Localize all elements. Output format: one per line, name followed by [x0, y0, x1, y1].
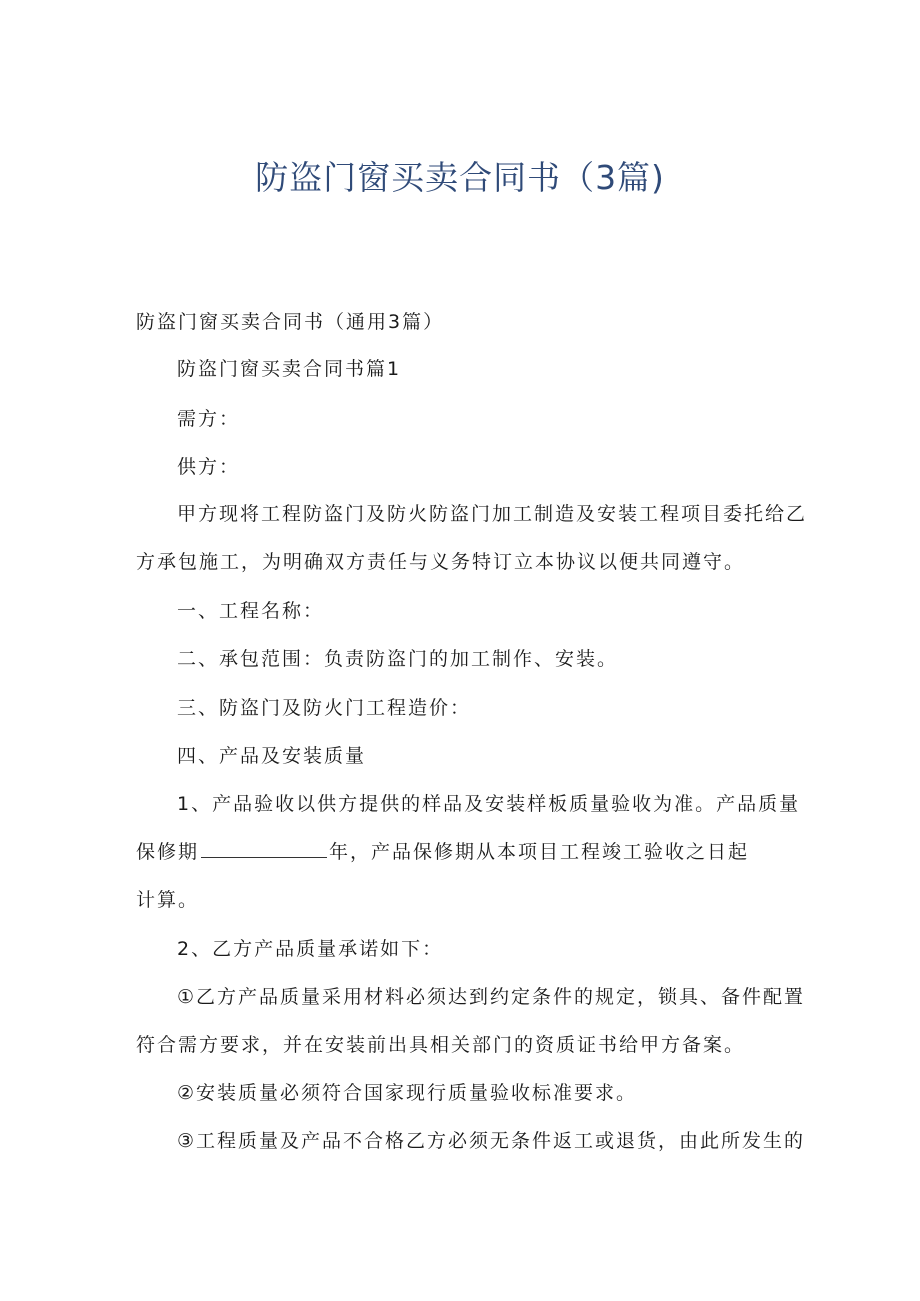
clause-scope: 二、承包范围：负责防盗门的加工制作、安装。 — [177, 648, 619, 670]
buyer-label: 需方： — [177, 408, 241, 430]
quality-item1-line1: 1、产品验收以供方提供的样品及安装样板质量验收为准。产品质量 — [177, 793, 801, 815]
clause-cost: 三、防盗门及防火门工程造价： — [177, 697, 472, 719]
intro-paragraph-line2: 方承包施工，为明确双方责任与义务特订立本协议以便共同遵守。 — [136, 551, 746, 573]
page-title: 防盗门窗买卖合同书（3篇) — [255, 158, 665, 197]
promise2: ②安装质量必须符合国家现行质量验收标准要求。 — [177, 1082, 638, 1104]
quality-item1-line3: 计算。 — [136, 889, 200, 911]
quality-item2: 2、乙方产品质量承诺如下： — [177, 938, 444, 960]
section-heading: 防盗门窗买卖合同书篇1 — [177, 358, 402, 380]
warranty-label: 保修期 — [136, 841, 200, 863]
clause-quality-heading: 四、产品及安装质量 — [177, 745, 367, 767]
clause-project-name: 一、工程名称： — [177, 600, 325, 622]
supplier-label: 供方： — [177, 456, 241, 478]
quality-item1-line2 — [136, 838, 749, 866]
warranty-text: 年，产品保修期从本项目工程竣工验收之日起 — [329, 841, 750, 863]
promise3: ③工程质量及产品不合格乙方必须无条件返工或退货，由此所发生的 — [177, 1130, 806, 1152]
warranty-years-blank — [201, 839, 327, 858]
promise1-line1: ①乙方产品质量采用材料必须达到约定条件的规定，锁具、备件配置 — [177, 986, 806, 1008]
intro-paragraph-line1: 甲方现将工程防盗门及防火防盗门加工制造及安装工程项目委托给乙 — [177, 503, 808, 525]
promise1-line2: 符合需方要求，并在安装前出具相关部门的资质证书给甲方备案。 — [136, 1034, 746, 1056]
document-subtitle: 防盗门窗买卖合同书（通用3篇） — [136, 311, 445, 333]
